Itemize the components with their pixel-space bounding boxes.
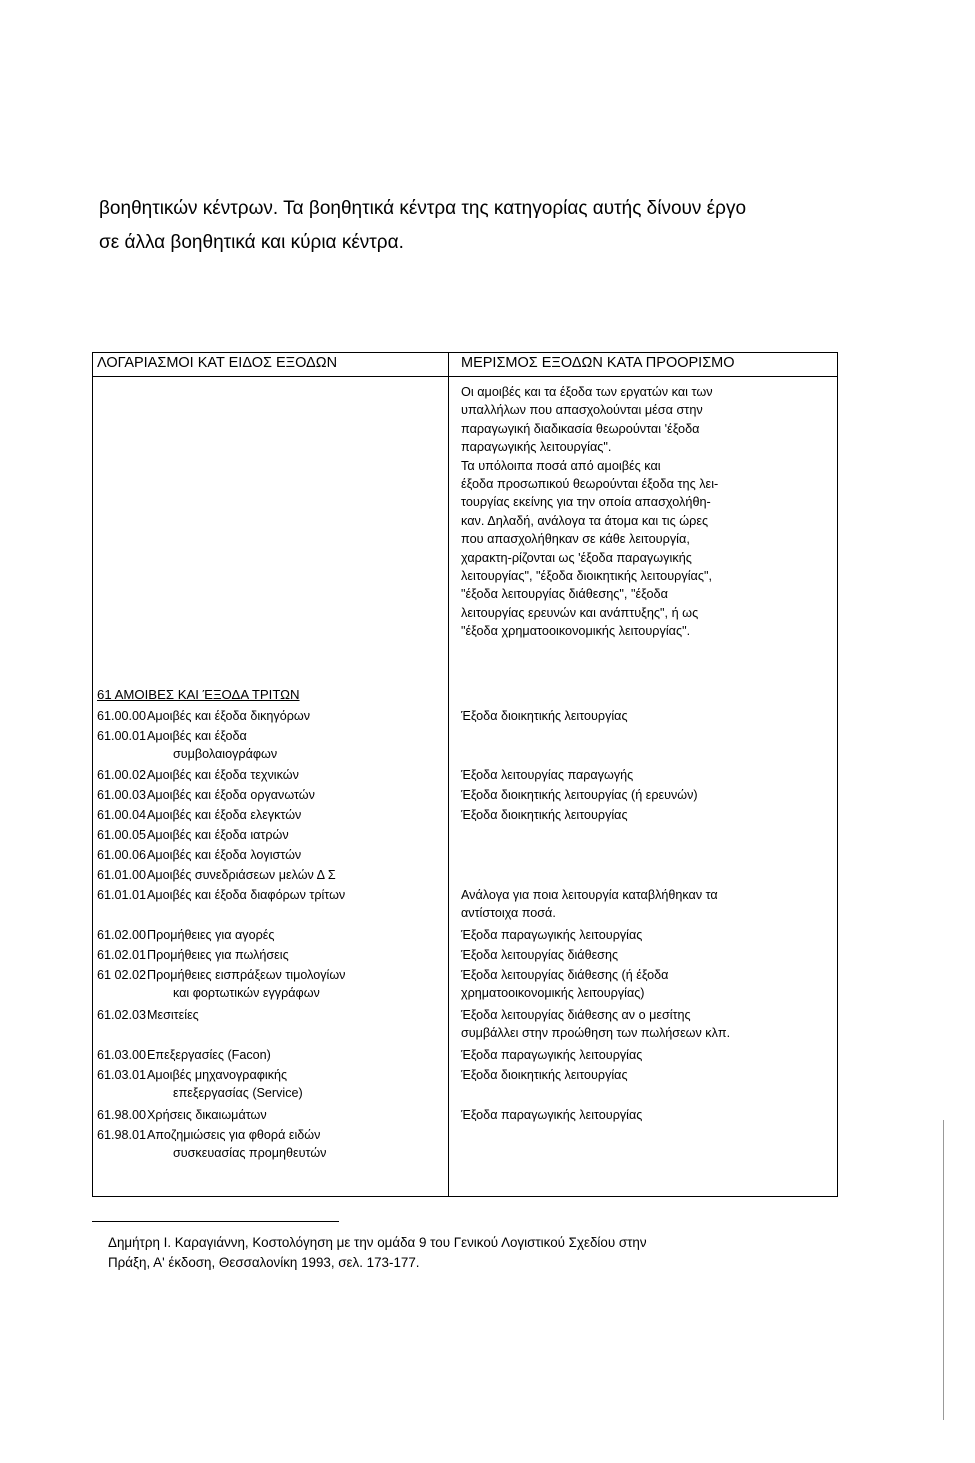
scan-edge-line	[943, 1120, 944, 1420]
account-code: 61.01.01	[97, 888, 147, 902]
allocation-text: Έξοδα διοικητικής λειτουργίας	[461, 709, 628, 723]
account-name: Αμοιβές και έξοδα συμβολαιογράφων	[147, 729, 278, 761]
section-title: 61 ΑΜΟΙΒΕΣ ΚΑΙ ΈΞΟΔΑ ΤΡΙΤΩΝ	[97, 687, 300, 702]
allocation-text: Έξοδα διοικητικής λειτουργίας (ή ερευνών)	[461, 788, 698, 802]
account-name: Αμοιβές και έξοδα ελεγκτών	[147, 808, 302, 822]
account-name: Προμήθειες για αγορές	[147, 928, 275, 942]
allocation-description	[461, 383, 833, 641]
footnote-rule	[92, 1221, 339, 1222]
description-line: Τα υπόλοιπα ποσά από αμοιβές και	[461, 458, 661, 473]
header-allocation: ΜΕΡΙΣΜΟΣ ΕΞΟΔΩΝ ΚΑΤΑ ΠΡΟΟΡΙΣΜΟ	[461, 355, 735, 371]
description-line: παραγωγικής λειτουργίας".	[461, 440, 612, 455]
intro-paragraph	[99, 192, 859, 260]
description-line: που απασχολήθηκαν σε κάθε λειτουργία,	[461, 532, 690, 547]
footnote-line: Δημήτρη Ι. Καραγιάννη, Κοστολόγηση με την ομάδα 9 του Γενικού Λογιστικού Σχεδίου στην	[108, 1235, 647, 1250]
allocation-text: Έξοδα παραγωγικής λειτουργίας	[461, 928, 643, 942]
account-code: 61.02.01	[97, 948, 147, 962]
account-code: 61.00.02	[97, 768, 147, 782]
intro-line: βοηθητικών κέντρων. Τα βοηθητικά κέντρα της κατηγορίας αυτής δίνουν έργο	[99, 198, 747, 219]
account-name: Αμοιβές και έξοδα δικηγόρων	[147, 709, 311, 723]
account-name: Αμοιβές και έξοδα λογιστών	[147, 848, 302, 862]
account-code: 61.03.00	[97, 1048, 147, 1062]
description-line: Οι αμοιβές και τα έξοδα των εργατών και των	[461, 385, 713, 399]
account-code: 61.01.00	[97, 868, 147, 882]
allocation-text: Έξοδα διοικητικής λειτουργίας	[461, 808, 628, 822]
footnote-line: Πράξη, Α' έκδοση, Θεσσαλονίκη 1993, σελ. 173-177.	[108, 1255, 420, 1270]
account-name: Αμοιβές και έξοδα τεχνικών	[147, 768, 299, 782]
account-name: Προμήθειες εισπράξεων τιμολογίων και φορτωτικών εγγράφων	[147, 968, 346, 1000]
allocation-text: Έξοδα διοικητικής λειτουργίας	[461, 1068, 628, 1082]
account-code: 61.00.01	[97, 729, 147, 743]
description-line: καν. Δηλαδή, ανάλογα τα άτομα και τις ώρες	[461, 513, 709, 528]
allocation-text: Έξοδα λειτουργίας παραγωγής	[461, 768, 634, 782]
description-line: λειτουργίας", "έξοδα διοικητικής λειτουργίας",	[461, 569, 713, 584]
header-divider	[93, 376, 837, 377]
description-line: υπαλλήλων που απασχολούνται μέσα στην	[461, 403, 703, 418]
account-code: 61.03.01	[97, 1068, 147, 1082]
allocation-text: Έξοδα παραγωγικής λειτουργίας	[461, 1108, 643, 1122]
description-line: έξοδα προσωπικού θεωρούνται έξοδα της λει-	[461, 477, 719, 492]
account-name: Αμοιβές μηχανογραφικής επεξεργασίας (Service)	[147, 1068, 303, 1100]
account-code: 61.00.00	[97, 709, 147, 723]
intro-line: σε άλλα βοηθητικά και κύρια κέντρα.	[99, 232, 404, 253]
header-accounts: ΛΟΓΑΡΙΑΣΜΟΙ ΚΑΤ ΕΙΔΟΣ ΕΞΟΔΩΝ	[97, 355, 338, 371]
account-name: Αμοιβές και έξοδα διαφόρων τρίτων	[147, 888, 346, 902]
account-name: Χρήσεις δικαιωμάτων	[147, 1108, 267, 1122]
account-code: 61.00.06	[97, 848, 147, 862]
account-name: Προμήθειες για πωλήσεις	[147, 948, 289, 962]
account-code: 61.00.05	[97, 828, 147, 842]
account-code: 61.98.01	[97, 1128, 147, 1142]
account-name: Επεξεργασίες (Facon)	[147, 1048, 271, 1062]
account-name: Αμοιβές και έξοδα οργανωτών	[147, 788, 315, 802]
account-code: 61.00.03	[97, 788, 147, 802]
account-code: 61.02.03	[97, 1008, 147, 1022]
account-code: 61 02.02	[97, 968, 147, 982]
allocation-text: Έξοδα λειτουργίας διάθεσης (ή έξοδα χρηματοοικονομικής λειτουργίας)	[461, 968, 669, 1000]
description-line: τουργίας εκείνης για την οποία απασχολήθη-	[461, 495, 711, 510]
description-line: λειτουργίας ερευνών και ανάπτυξης", ή ως	[461, 605, 699, 620]
account-name: Αμοιβές συνεδριάσεων μελών Δ Σ	[147, 868, 336, 882]
allocation-text: Ανάλογα για ποια λειτουργία καταβλήθηκαν τα αντίστοιχα ποσά.	[461, 888, 718, 920]
allocation-text: Έξοδα λειτουργίας διάθεσης αν ο μεσίτης συμβάλλει στην προώθηση των πωλήσεων κλπ.	[461, 1008, 731, 1040]
allocation-text: Έξοδα λειτουργίας διάθεσης	[461, 948, 619, 962]
description-line: "έξοδα λειτουργίας διάθεσης", "έξοδα	[461, 587, 668, 602]
column-divider	[448, 353, 449, 1196]
account-code: 61.00.04	[97, 808, 147, 822]
footnote	[108, 1233, 848, 1273]
allocation-text: Έξοδα παραγωγικής λειτουργίας	[461, 1048, 643, 1062]
account-name: Αμοιβές και έξοδα ιατρών	[147, 828, 289, 842]
account-name: Μεσιτείες	[147, 1008, 199, 1022]
expense-allocation-table	[92, 352, 838, 1197]
description-line: χαρακτη-ρίζονται ως 'έξοδα παραγωγικής	[461, 550, 692, 565]
account-name: Αποζημιώσεις για φθορά ειδών συσκευασίας προμηθευτών	[147, 1128, 327, 1160]
description-line: παραγωγική διαδικασία θεωρούνται 'έξοδα	[461, 421, 700, 436]
description-line: "έξοδα χρηματοοικονομικής λειτουργίας".	[461, 624, 691, 639]
account-code: 61.98.00	[97, 1108, 147, 1122]
account-code: 61.02.00	[97, 928, 147, 942]
